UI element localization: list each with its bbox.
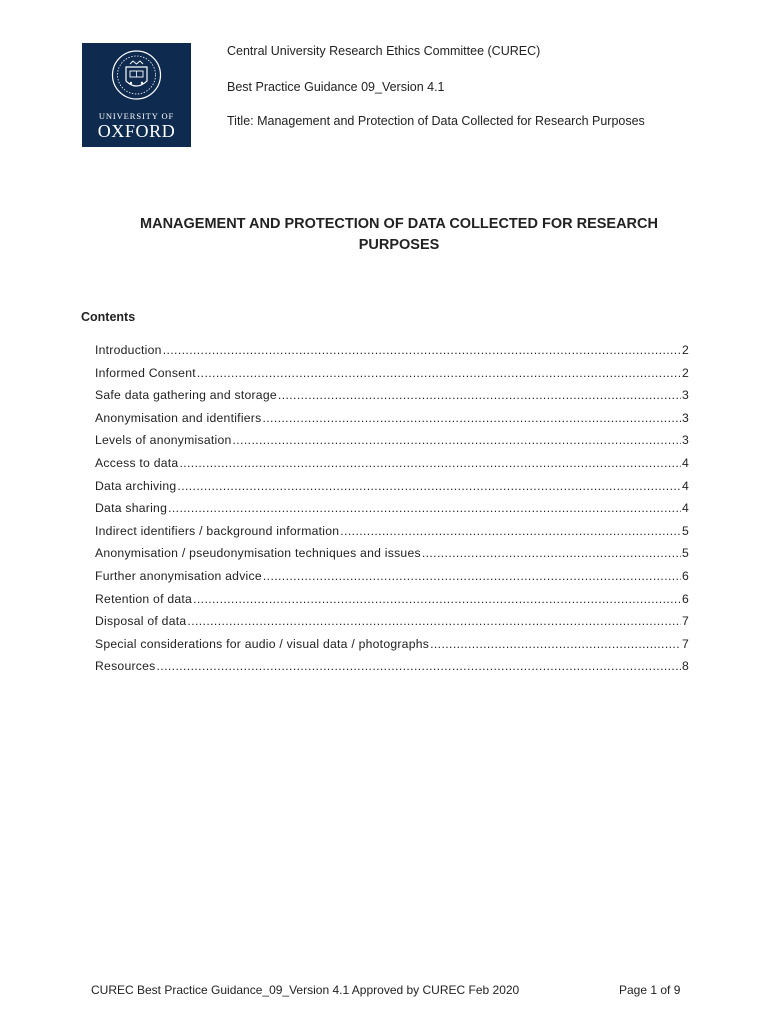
toc-item-label: Informed Consent [95, 365, 196, 380]
toc-item[interactable] [95, 343, 689, 366]
toc-item-page: 7 [681, 636, 689, 651]
toc-item[interactable] [95, 456, 689, 479]
toc-item-page: 6 [681, 568, 689, 583]
toc-item-page: 5 [681, 546, 689, 561]
toc-item[interactable] [95, 501, 689, 524]
toc-leader [163, 343, 681, 357]
toc-leader [193, 592, 681, 606]
toc-leader [278, 388, 681, 402]
footer-page-number: Page 1 of 9 [619, 983, 681, 997]
toc-item-label: Resources [95, 659, 156, 674]
toc-item-label: Access to data [95, 455, 179, 470]
toc-item-label: Disposal of data [95, 614, 187, 629]
toc-leader [262, 411, 681, 425]
toc-leader [187, 614, 681, 628]
toc-item-label: Special considerations for audio / visual data / photographs [95, 636, 430, 651]
toc-leader [177, 479, 681, 493]
toc-item-label: Retention of data [95, 591, 193, 606]
toc-leader [430, 637, 681, 651]
header-committee: Central University Research Ethics Committee (CUREC) [227, 44, 541, 58]
toc-item-page: 4 [681, 455, 689, 470]
toc-item[interactable] [95, 524, 689, 547]
toc-item[interactable] [95, 637, 689, 660]
toc-leader [197, 366, 681, 380]
toc-leader [233, 433, 681, 447]
toc-item-page: 3 [681, 410, 689, 425]
toc-item-label: Introduction [95, 343, 162, 357]
toc-item-page: 7 [681, 614, 689, 629]
toc-item[interactable] [95, 546, 689, 569]
toc-item-label: Anonymisation / pseudonymisation techniques and issues [95, 546, 421, 561]
toc-item-page: 6 [681, 591, 689, 606]
logo-oxford: OXFORD [97, 121, 176, 141]
document-title: MANAGEMENT AND PROTECTION OF DATA COLLECTED FOR RESEARCH PURPOSES [140, 216, 658, 253]
toc-item-page: 3 [681, 433, 689, 448]
toc-leader [422, 546, 681, 560]
toc-item-page: 2 [681, 365, 689, 380]
toc-item[interactable] [95, 659, 689, 682]
toc-item-label: Data archiving [95, 478, 177, 493]
toc-leader [157, 659, 681, 673]
toc-item[interactable] [95, 388, 689, 411]
toc-item-label: Further anonymisation advice [95, 568, 262, 583]
toc-item[interactable] [95, 569, 689, 592]
toc-leader [168, 501, 681, 515]
toc-item-page: 5 [681, 523, 689, 538]
oxford-crest-icon [82, 43, 191, 109]
contents-heading: Contents [81, 310, 136, 324]
toc-item-page: 3 [681, 388, 689, 403]
toc-item-label: Anonymisation and identifiers [95, 410, 262, 425]
toc-item[interactable] [95, 366, 689, 389]
toc-item-label: Indirect identifiers / background information [95, 523, 340, 538]
toc-item-page: 2 [681, 343, 689, 357]
toc-leader [340, 524, 681, 538]
toc-item-label: Data sharing [95, 501, 168, 516]
toc-item-page: 4 [681, 501, 689, 516]
toc-item[interactable] [95, 411, 689, 434]
toc-item[interactable] [95, 614, 689, 637]
toc-item[interactable] [95, 479, 689, 502]
toc-item-page: 4 [681, 478, 689, 493]
toc-leader [263, 569, 681, 583]
toc-item-label: Levels of anonymisation [95, 433, 232, 448]
toc-item[interactable] [95, 592, 689, 615]
university-logo [82, 43, 191, 147]
toc-leader [179, 456, 681, 470]
footer-version: CUREC Best Practice Guidance_09_Version 4.1 Approved by CUREC Feb 2020 [91, 983, 520, 997]
header-title: Title: Management and Protection of Data Collected for Research Purposes [227, 114, 645, 128]
toc-item-label: Safe data gathering and storage [95, 388, 277, 403]
logo-university-of: UNIVERSITY OF [98, 111, 175, 121]
toc-item[interactable] [95, 433, 689, 456]
header-guidance: Best Practice Guidance 09_Version 4.1 [227, 80, 445, 94]
toc-item-page: 8 [681, 659, 689, 674]
table-of-contents [95, 343, 689, 682]
